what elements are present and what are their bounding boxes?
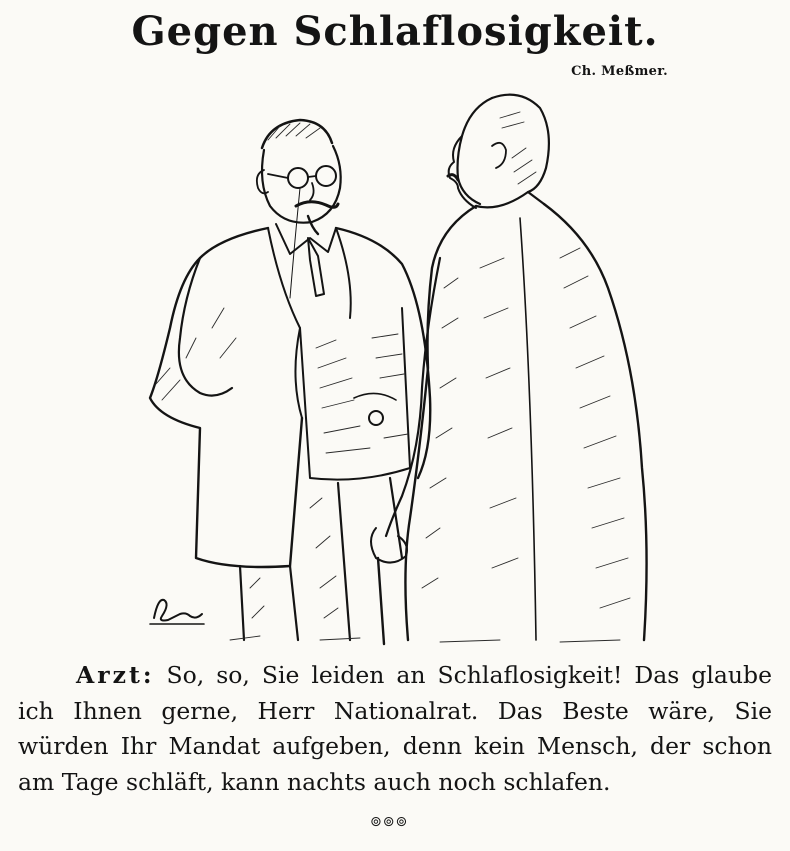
- caption-text: So, so, Sie leiden an Schlaflosigkeit! Das glaube ich Ihnen gerne, Herr Nationalrat. Das Beste wäre, Sie würden Ihr Mandat aufgeben, denn kein Mensch, der schon am Tage schläft, kann nachts auch noch schlafen.: [18, 661, 772, 796]
- cartoon-illustration: [140, 88, 660, 648]
- ornament-mark: ⊚⊚⊚: [370, 814, 409, 830]
- caption-speaker: Arzt:: [76, 661, 155, 689]
- page-title: Gegen Schlaflosigkeit.: [131, 8, 659, 55]
- politician-figure: [371, 95, 647, 640]
- caption-paragraph: [18, 658, 772, 800]
- artist-signature: [146, 592, 210, 632]
- doctor-figure: [150, 120, 430, 644]
- author-credit: Ch. Meßmer.: [571, 64, 668, 79]
